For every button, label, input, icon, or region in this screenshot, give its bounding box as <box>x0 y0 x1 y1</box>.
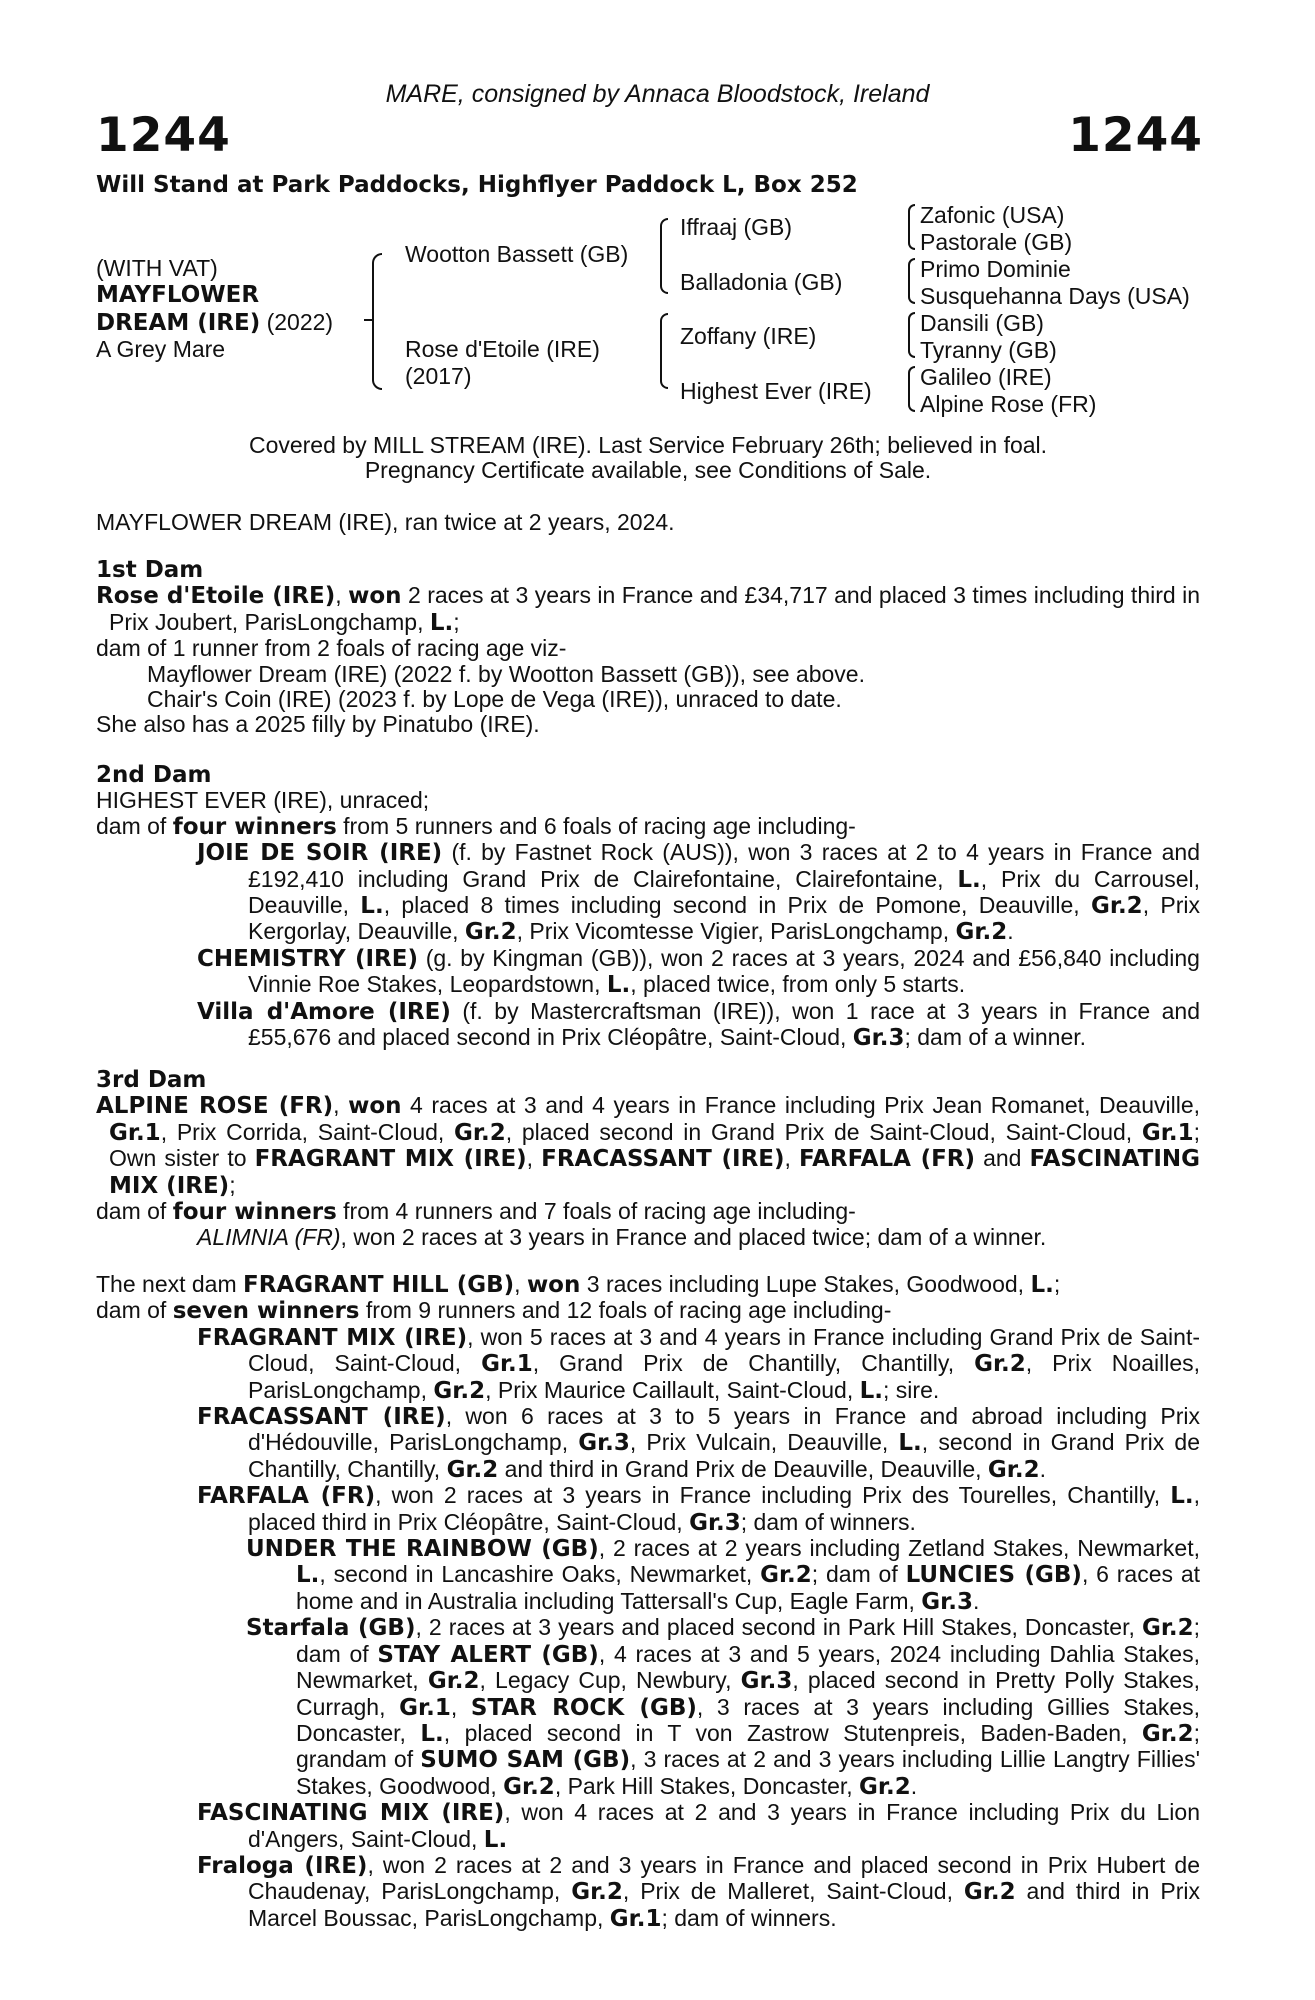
record-text: The next dam <box>96 1271 244 1297</box>
winners-count: four winners <box>172 813 337 840</box>
dam-of-text: dam of <box>96 812 173 839</box>
record-text: , <box>526 1145 542 1172</box>
group-tag: Gr.2 <box>503 1773 555 1800</box>
produce-name: FRACASSANT (IRE) <box>197 1404 446 1431</box>
gg-5: Dansili (GB) <box>920 310 1044 336</box>
dam-of-rest: from 5 runners and 6 foals of racing age including- <box>336 812 856 839</box>
produce-text: , Prix Maurice Caillault, Saint-Cloud, <box>485 1376 860 1403</box>
group-tag: Gr.3 <box>578 1430 630 1457</box>
record-text: , Prix Corrida, Saint-Cloud, <box>160 1118 455 1145</box>
gg-4: Susquehanna Days (USA) <box>920 283 1190 309</box>
group-tag: Gr.3 <box>852 1025 905 1052</box>
sire: Wootton Bassett (GB) <box>405 241 629 267</box>
listed-tag: L. <box>420 1720 444 1747</box>
first-dam-name: Rose d'Etoile (IRE) <box>96 583 336 610</box>
group-tag: Gr.2 <box>454 1119 506 1146</box>
produce-name: JOIE DE SOIR (IRE) <box>197 840 443 867</box>
third-dam-section <box>96 1068 1200 1251</box>
third-dam-record: ALPINE ROSE (FR), won 4 races at 3 and 4 years in France including Prix Jean Romanet, Deauville, Gr.1, Prix Corrida, Saint-Cloud, Gr.2, placed second in Grand Prix de Saint-Cloud, Saint-Cloud, Gr.1; Own sister to FRAGRANT MIX (IRE), FRACASSANT (IRE), FARFALA (FR) and FASCINATING MIX (IRE); <box>96 1092 1201 1199</box>
produce-text: (f. by Mastercraftsman (IRE)), won 1 race at 3 years in France and £55,676 and placed second in Prix Cléopâtre, Saint-Cloud, <box>248 997 1200 1051</box>
produce-text: (f. by Fastnet Rock (AUS)), won 3 races at 2 to 4 years in France and £192,410 including Grand Prix de Clairefontaine, Clairefontaine, <box>248 839 1201 892</box>
vat-label: (WITH VAT) <box>96 255 218 281</box>
sibling-name: FARFALA (FR) <box>799 1146 976 1173</box>
produce-text: , second in Grand Prix de Chantilly, Chantilly, <box>248 1429 1201 1482</box>
group-tag: Gr.2 <box>974 1351 1026 1378</box>
produce-text: . <box>972 1587 980 1614</box>
brace-g2 <box>908 258 915 304</box>
record-text: , <box>784 1145 799 1172</box>
group-tag: Gr.2 <box>1141 1720 1194 1747</box>
produce-text: , placed third in Prix Cléopâtre, Saint-Cloud, <box>248 1482 1200 1535</box>
gg-1: Zafonic (USA) <box>920 202 1065 228</box>
produce-text: , 2 races at 3 years and placed second in Park Hill Stakes, Doncaster, <box>415 1614 1142 1641</box>
listed-tag: L. <box>1170 1483 1194 1510</box>
horse-name-bold: DREAM (IRE) <box>96 310 261 336</box>
listed-tag: L. <box>606 972 631 999</box>
group-tag: Gr.2 <box>427 1668 480 1695</box>
first-dam-produce-1: Mayflower Dream (IRE) (2022 f. by Wootton Bassett (GB)), see above. <box>147 660 865 687</box>
produce-text: , <box>450 1693 471 1720</box>
produce-text: , Prix Noailles, ParisLongchamp, <box>248 1350 1200 1403</box>
third-dam-won: won <box>348 1093 402 1120</box>
produce-text: ; dam of a winner. <box>904 1024 1087 1051</box>
next-dam-won: won <box>526 1272 581 1298</box>
record-text: and <box>975 1145 1030 1172</box>
produce-text: , 3 races at 2 and 3 years including Lillie Langtry Fillies' Stakes, Goodwood, <box>296 1746 1200 1799</box>
group-tag: Gr.3 <box>740 1668 793 1695</box>
lot-number-right: 1244 <box>1068 108 1203 163</box>
brace-main-tip <box>364 319 372 321</box>
first-dam-heading: 1st Dam <box>96 557 204 583</box>
group-tag: Gr.2 <box>987 1456 1040 1483</box>
listed-tag: L. <box>957 866 981 893</box>
second-dam-produce-summary <box>96 814 1200 840</box>
produce-fascinating-mix <box>96 1800 1200 1853</box>
produce-name: Starfala (GB) <box>246 1615 416 1642</box>
produce-name: UNDER THE RAINBOW (GB) <box>246 1536 599 1563</box>
brace-dam <box>660 313 668 389</box>
next-dam-name: FRAGRANT HILL (GB) <box>243 1272 515 1298</box>
third-dam-produce-summary <box>96 1199 1200 1225</box>
produce-name: SUMO SAM (GB) <box>420 1747 631 1774</box>
record-text: , placed second in Grand Prix de Saint-Cloud, Saint-Cloud, <box>505 1118 1142 1145</box>
produce-text: , second in Lancashire Oaks, Newmarket, <box>319 1561 761 1588</box>
produce-text: , Park Hill Stakes, Doncaster, <box>554 1772 860 1799</box>
group-tag: Gr.1 <box>1141 1119 1194 1146</box>
record-text: , <box>514 1271 527 1297</box>
produce-name: STAR ROCK (GB) <box>470 1694 697 1721</box>
group-tag: Gr.1 <box>399 1694 451 1721</box>
record-text: 3 races including Lupe Stakes, Goodwood, <box>580 1271 1031 1297</box>
record-text: ; <box>1053 1271 1061 1297</box>
group-tag: Gr.2 <box>859 1773 911 1800</box>
produce-text: . <box>910 1772 918 1799</box>
produce-name: Fraloga (IRE) <box>197 1852 368 1879</box>
produce-fraloga <box>96 1853 1200 1932</box>
horse-description: A Grey Mare <box>96 336 226 362</box>
group-tag: Gr.3 <box>689 1509 741 1536</box>
produce-text: ; dam of winners. <box>661 1904 837 1931</box>
produce-text: , Prix Kergorlay, Deauville, <box>248 892 1200 945</box>
first-dam-also: She also has a 2025 filly by Pinatubo (IRE). <box>96 711 540 738</box>
listed-tag: L. <box>898 1430 922 1457</box>
produce-name: FRAGRANT MIX (IRE) <box>197 1324 468 1351</box>
second-dam-produce-2 <box>96 946 1200 999</box>
third-dam-heading: 3rd Dam <box>96 1067 207 1093</box>
sire-dam: Balladonia (GB) <box>680 269 843 295</box>
covered-line2: Pregnancy Certificate available, see Conditions of Sale. <box>364 457 932 484</box>
produce-name: FASCINATING MIX (IRE) <box>197 1800 505 1827</box>
first-dam-record-text: 2 races at 3 years in France and £34,717 and placed 3 times including third in Prix Joubert, ParisLongchamp, <box>109 582 1201 635</box>
produce-text: , Prix Vicomtesse Vigier, ParisLongchamp, <box>516 918 956 945</box>
second-dam-name: HIGHEST EVER (IRE), unraced; <box>96 787 430 814</box>
produce-name: LUNCIES (GB) <box>905 1562 1082 1589</box>
horse-name-line1: MAYFLOWER <box>96 282 260 308</box>
produce-text: , 3 races at 3 years including Gillies Stakes, Doncaster, <box>296 1693 1200 1746</box>
next-dam-record <box>96 1272 1200 1298</box>
listed-tag: L. <box>296 1562 320 1589</box>
group-tag: Gr.2 <box>433 1377 486 1404</box>
group-tag: Gr.3 <box>921 1588 973 1615</box>
lot-number-left: 1244 <box>96 108 231 163</box>
produce-text: ; dam of winners. <box>740 1508 916 1535</box>
dam-sire: Zoffany (IRE) <box>680 323 817 349</box>
next-dam-produce-summary <box>96 1298 1200 1324</box>
gg-6: Tyranny (GB) <box>920 337 1057 363</box>
winners-count: seven winners <box>172 1298 360 1325</box>
group-tag: Gr.2 <box>446 1456 499 1483</box>
produce-text: and third in Grand Prix de Deauville, Deauville, <box>498 1455 988 1482</box>
produce-text: , won 2 races at 3 years in France including Prix des Tourelles, Chantilly, <box>375 1482 1171 1509</box>
horse-name-line2 <box>96 309 333 336</box>
gg-8: Alpine Rose (FR) <box>920 391 1097 417</box>
produce-farfala <box>96 1483 1200 1536</box>
listed-tag: L. <box>360 893 384 920</box>
sire-sire: Iffraaj (GB) <box>680 214 793 240</box>
covered-line1: Covered by MILL STREAM (IRE). Last Service February 26th; believed in foal. <box>248 432 1048 458</box>
sibling-name: FRAGRANT MIX (IRE) <box>254 1146 527 1173</box>
group-tag: Gr.1 <box>609 1905 662 1932</box>
record-text: ; <box>229 1171 236 1198</box>
produce-text: and third in Prix Marcel Boussac, ParisLongchamp, <box>248 1878 1200 1931</box>
produce-name: STAY ALERT (GB) <box>377 1641 599 1668</box>
gg-2: Pastorale (GB) <box>920 229 1073 255</box>
produce-starfala <box>96 1615 1200 1800</box>
produce-text: , Prix Vulcain, Deauville, <box>629 1429 899 1456</box>
first-dam-won: won <box>348 583 402 610</box>
horse-year: (2022) <box>260 309 334 335</box>
produce-text: , Prix de Malleret, Saint-Cloud, <box>622 1878 964 1905</box>
listed-tag: L. <box>429 609 454 636</box>
brace-g4 <box>908 366 915 412</box>
consignor-line: MARE, consigned by Annaca Bloodstock, Ireland <box>385 80 930 108</box>
covered-note <box>96 433 1200 484</box>
dam-of-text: dam of <box>96 1297 173 1324</box>
brace-main <box>372 253 382 390</box>
produce-text: ; sire. <box>883 1376 940 1403</box>
produce-text: , won 6 races at 3 to 5 years in France and abroad including Prix d'Hédouville, ParisLongchamp, <box>248 1403 1201 1456</box>
dam-dam: Highest Ever (IRE) <box>680 378 872 404</box>
brace-g3 <box>908 312 915 358</box>
produce-text: , 6 races at home and in Australia including Tattersall's Cup, Eagle Farm, <box>296 1561 1201 1614</box>
brace-g1 <box>908 204 915 250</box>
dam-of-rest: from 9 runners and 12 foals of racing age including- <box>359 1297 892 1324</box>
group-tag: Gr.2 <box>963 1879 1016 1906</box>
group-tag: Gr.2 <box>760 1562 812 1589</box>
dam-line2: (2017) <box>405 363 472 389</box>
gg-7: Galileo (IRE) <box>920 364 1052 390</box>
produce-name: FARFALA (FR) <box>197 1483 376 1510</box>
produce-text: , won 4 races at 2 and 3 years in France including Prix du Lion d'Angers, Saint-Cloud, <box>248 1799 1200 1852</box>
dam-of-text: dam of <box>96 1198 173 1225</box>
produce-text: , 4 races at 3 and 5 years, 2024 including Dahlia Stakes, Newmarket, <box>296 1640 1200 1694</box>
third-dam-name: ALPINE ROSE (FR) <box>96 1093 334 1120</box>
produce-text: , placed second in T von Zastrow Stutenpreis, Baden-Baden, <box>443 1719 1142 1746</box>
produce-name: Villa d'Amore (IRE) <box>197 998 451 1025</box>
group-tag: Gr.2 <box>571 1879 623 1906</box>
sibling-name: FASCINATING MIX (IRE) <box>109 1146 1201 1199</box>
produce-text: , Grand Prix de Chantilly, Chantilly, <box>532 1350 975 1377</box>
next-dam-section <box>96 1272 1200 1932</box>
race-record-intro: MAYFLOWER DREAM (IRE), ran twice at 2 years, 2024. <box>96 509 675 535</box>
group-tag: Gr.2 <box>955 919 1008 946</box>
produce-text: , 2 races at 2 years including Zetland Stakes, Newmarket, <box>598 1535 1200 1562</box>
dam-of-rest: from 4 runners and 7 foals of racing age including- <box>336 1198 856 1225</box>
listed-tag: L. <box>483 1826 508 1853</box>
group-tag: Gr.1 <box>481 1351 533 1378</box>
sibling-name: FRACASSANT (IRE) <box>541 1146 785 1173</box>
second-dam-produce-1 <box>96 840 1200 946</box>
produce-text: . <box>1007 918 1014 945</box>
produce-text: , won 2 races at 3 years in France and placed twice; dam of a winner. <box>340 1224 1047 1251</box>
produce-under-the-rainbow <box>96 1536 1200 1615</box>
produce-text: , placed second in Pretty Polly Stakes, Curragh, <box>296 1667 1200 1720</box>
produce-fracassant <box>96 1404 1200 1483</box>
listed-tag: L. <box>1030 1272 1054 1298</box>
record-text: ; Own sister to <box>109 1118 1200 1172</box>
produce-text: , Legacy Cup, Newbury, <box>479 1667 741 1694</box>
gg-3: Primo Dominie <box>920 256 1071 282</box>
produce-name: ALIMNIA (FR) <box>197 1224 341 1251</box>
produce-text: , won 5 races at 3 and 4 years in France including Grand Prix de Saint-Cloud, Saint-Cloud, <box>248 1323 1200 1377</box>
produce-text: , placed 8 times including second in Prix de Pomone, Deauville, <box>383 892 1091 919</box>
group-tag: Gr.2 <box>1091 893 1143 920</box>
listed-tag: L. <box>859 1377 884 1404</box>
first-dam-produce-summary: dam of 1 runner from 2 foals of racing age viz- <box>96 635 567 662</box>
second-dam-produce-3 <box>96 999 1200 1052</box>
group-tag: Gr.2 <box>1141 1615 1194 1642</box>
produce-text: , Prix du Carrousel, Deauville, <box>248 865 1200 919</box>
first-dam-produce-2: Chair's Coin (IRE) (2023 f. by Lope de Vega (IRE)), unraced to date. <box>147 686 842 713</box>
first-dam-record-end: ; <box>453 608 460 635</box>
first-dam-section <box>96 558 1200 738</box>
produce-name: CHEMISTRY (IRE) <box>197 945 418 972</box>
second-dam-section <box>96 763 1200 1051</box>
produce-text: (g. by Kingman (GB)), won 2 races at 3 years, 2024 and £56,840 including Vinnie Roe Stakes, Leopardstown, <box>248 944 1200 998</box>
produce-text: . <box>1039 1455 1046 1482</box>
winners-count: four winners <box>172 1199 337 1226</box>
first-dam-record: Rose d'Etoile (IRE), won 2 races at 3 years in France and £34,717 and placed 3 times including third in Prix Joubert, ParisLongchamp, L.; <box>96 582 1201 636</box>
second-dam-heading: 2nd Dam <box>96 762 212 788</box>
produce-text: ; dam of <box>811 1561 906 1588</box>
produce-text: ; grandam of <box>296 1719 1200 1773</box>
third-dam-produce-1 <box>96 1225 1200 1250</box>
produce-text: , placed twice, from only 5 starts. <box>630 971 966 998</box>
stand-location: Will Stand at Park Paddocks, Highflyer Paddock L, Box 252 <box>96 172 858 198</box>
produce-text: , won 2 races at 2 and 3 years in France and placed second in Prix Hubert de Chaudenay, ParisLongchamp, <box>248 1851 1200 1905</box>
brace-sire <box>660 218 668 294</box>
record-text: 4 races at 3 and 4 years in France including Prix Jean Romanet, Deauville, <box>401 1092 1200 1119</box>
group-tag: Gr.2 <box>464 919 517 946</box>
produce-fragrant-mix <box>96 1325 1200 1404</box>
produce-text: ; dam of <box>296 1614 1201 1667</box>
group-tag: Gr.1 <box>109 1119 161 1146</box>
dam-line1: Rose d'Etoile (IRE) <box>405 336 600 362</box>
